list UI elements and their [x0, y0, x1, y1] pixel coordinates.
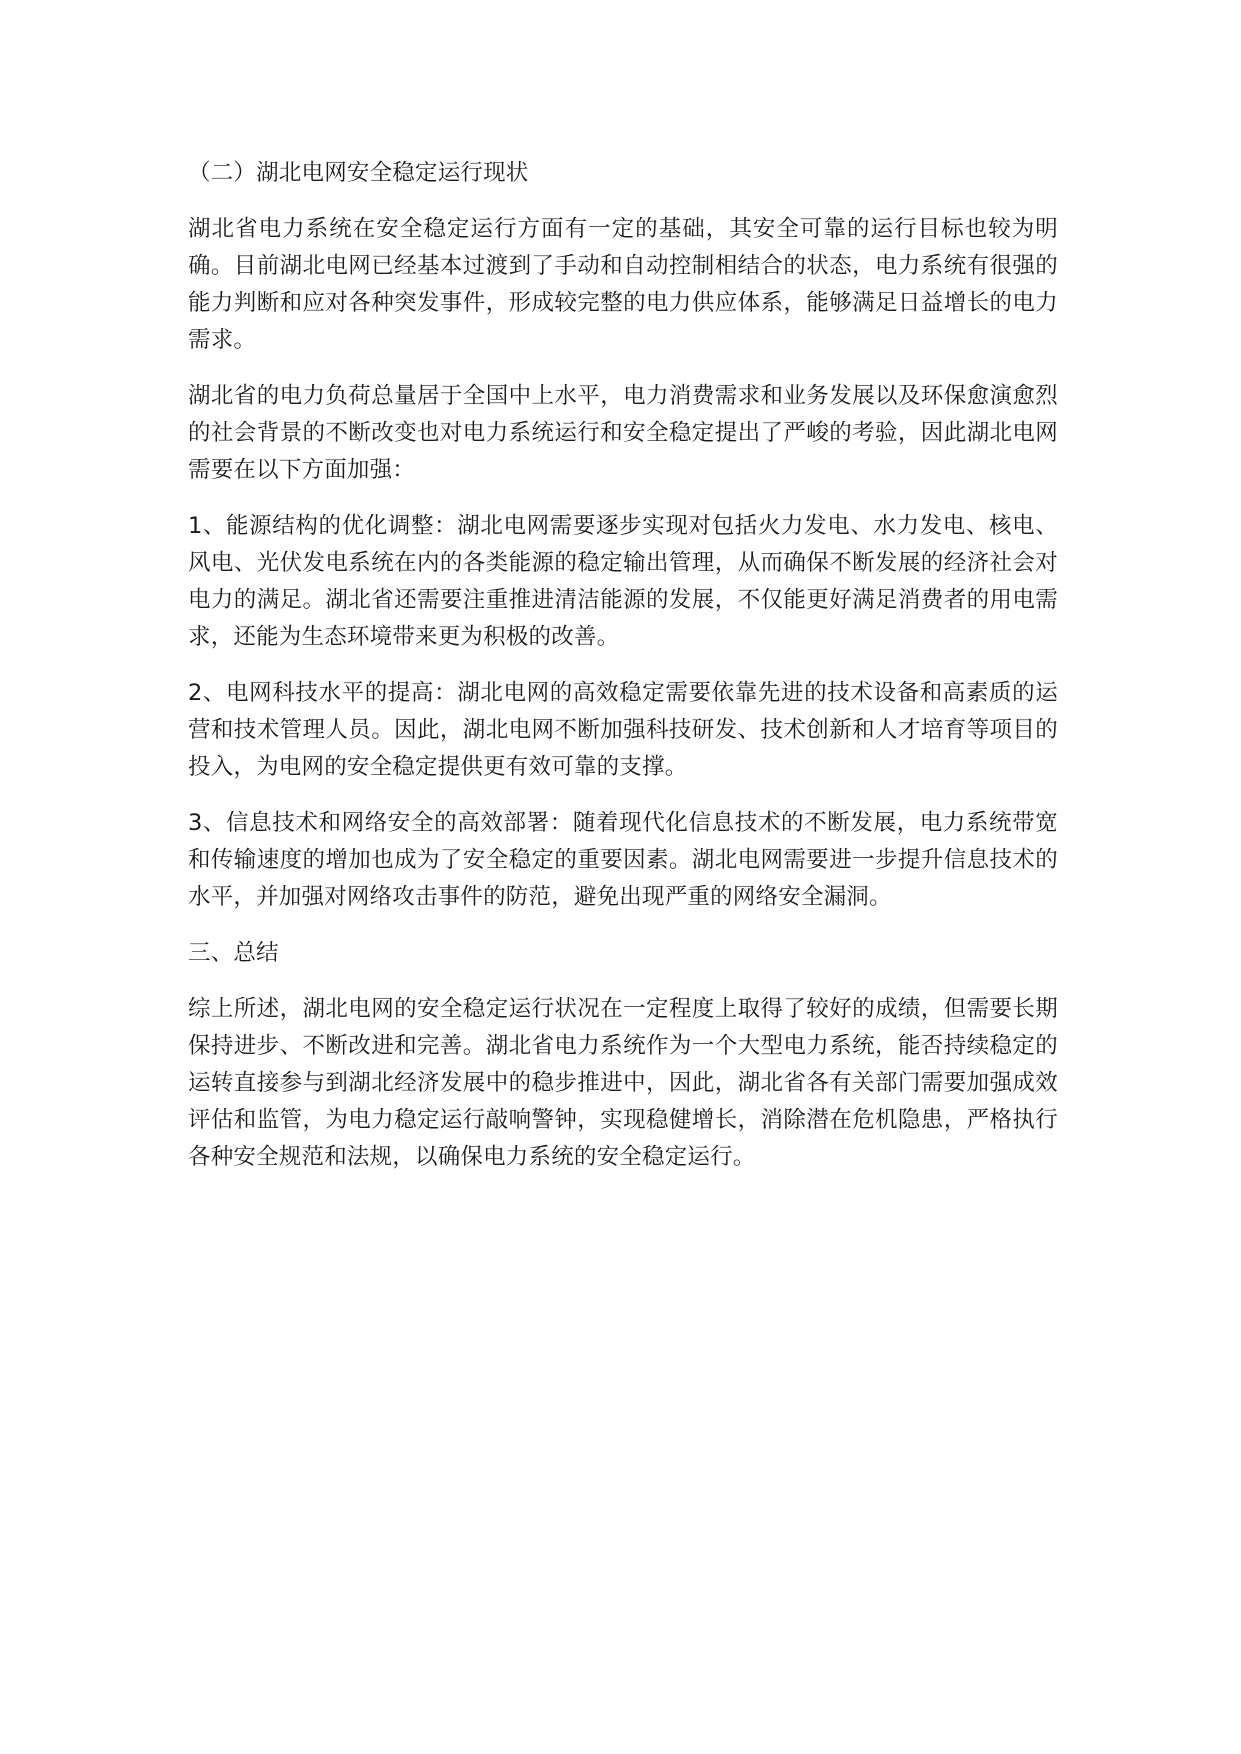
summary-paragraph: 综上所述，湖北电网的安全稳定运行状况在一定程度上取得了较好的成绩，但需要长期保持进步、不断改进和完善。湖北省电力系统作为一个大型电力系统，能否持续稳定的运转直接参与到湖北经济发展中的稳步推进中，因此，湖北省各有关部门需要加强成效评估和监管，为电力稳定运行敲响警钟，实现稳健增长，消除潜在危机隐患，严格执行各种安全规范和法规，以确保电力系统的安全稳定运行。: [188, 996, 1058, 1170]
paragraph-item-2: 2、电网科技水平的提高：湖北电网的高效稳定需要依靠先进的技术设备和高素质的运营和技术管理人员。因此，湖北电网不断加强科技研发、技术创新和人才培育等项目的投入，为电网的安全稳定提供更有效可靠的支撑。: [188, 680, 1058, 780]
paragraph-overview: 湖北省电力系统在安全稳定运行方面有一定的基础，其安全可靠的运行目标也较为明确。目前湖北电网已经基本过渡到了手动和自动控制相结合的状态，电力系统有很强的能力判断和应对各种突发事件，形成较完整的电力供应体系，能够满足日益增长的电力需求。: [188, 216, 1058, 353]
document-body: [188, 155, 1058, 1195]
section-heading: （二）湖北电网安全稳定运行现状: [188, 160, 529, 186]
paragraph-item-3: 3、信息技术和网络安全的高效部署：随着现代化信息技术的不断发展，电力系统带宽和传输速度的增加也成为了安全稳定的重要因素。湖北电网需要进一步提升信息技术的水平，并加强对网络攻击事件的防范，避免出现严重的网络安全漏洞。: [188, 810, 1058, 910]
paragraph-challenges: 湖北省的电力负荷总量居于全国中上水平，电力消费需求和业务发展以及环保愈演愈烈的社会背景的不断改变也对电力系统运行和安全稳定提出了严峻的考验，因此湖北电网需要在以下方面加强：: [188, 383, 1058, 483]
paragraph-item-1: 1、能源结构的优化调整：湖北电网需要逐步实现对包括火力发电、水力发电、核电、风电、光伏发电系统在内的各类能源的稳定输出管理，从而确保不断发展的经济社会对电力的满足。湖北省还需要注重推进清洁能源的发展，不仅能更好满足消费者的用电需求，还能为生态环境带来更为积极的改善。: [188, 513, 1058, 650]
summary-heading: 三、总结: [188, 940, 279, 966]
